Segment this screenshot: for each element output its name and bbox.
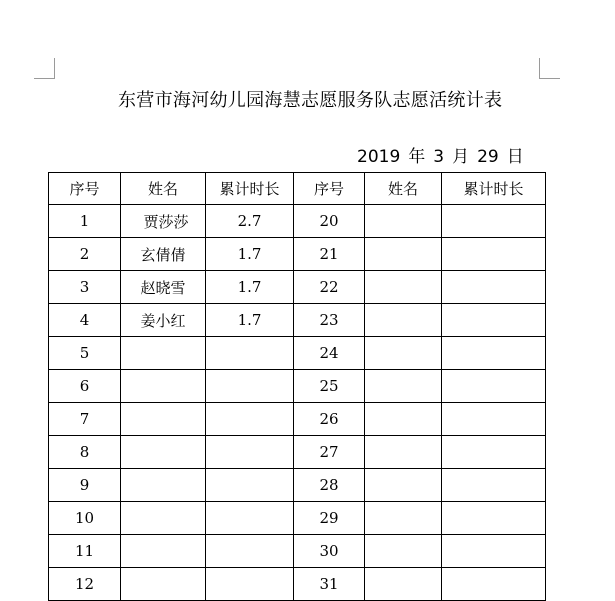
cell-name-right [365, 535, 442, 568]
document-date [357, 142, 524, 167]
table-row [49, 337, 546, 370]
cell-serial-right: 20 [294, 205, 365, 238]
cell-hours-right [442, 403, 546, 436]
cell-serial-left: 5 [49, 337, 121, 370]
cell-name-left [121, 568, 206, 601]
date-year-unit: 年 [408, 147, 426, 167]
cell-name-left [121, 469, 206, 502]
cell-hours-left [206, 337, 294, 370]
cell-serial-right: 21 [294, 238, 365, 271]
cell-serial-left: 12 [49, 568, 121, 601]
cell-hours-left: 2.7 [206, 205, 294, 238]
date-day-unit: 日 [506, 147, 524, 167]
cell-name-left [121, 535, 206, 568]
table-row [49, 568, 546, 601]
cell-hours-left [206, 568, 294, 601]
cell-serial-left: 3 [49, 271, 121, 304]
cell-serial-left: 4 [49, 304, 121, 337]
cell-name-right [365, 271, 442, 304]
page-margin-marker-left [34, 58, 55, 79]
table-row [49, 502, 546, 535]
date-month-unit: 月 [452, 147, 470, 167]
cell-serial-right: 22 [294, 271, 365, 304]
cell-serial-right: 28 [294, 469, 365, 502]
cell-serial-left: 1 [49, 205, 121, 238]
cell-name-right [365, 337, 442, 370]
cell-hours-left: 1.7 [206, 304, 294, 337]
cell-name-left [121, 436, 206, 469]
cell-hours-right [442, 304, 546, 337]
table-row [49, 469, 546, 502]
cell-serial-right: 27 [294, 436, 365, 469]
cell-name-left: 赵晓雪 [121, 271, 206, 304]
cell-name-right [365, 238, 442, 271]
cell-hours-right [442, 337, 546, 370]
table-row [49, 205, 546, 238]
volunteer-stats-table [48, 172, 546, 601]
cell-serial-right: 30 [294, 535, 365, 568]
table-row [49, 238, 546, 271]
cell-name-right [365, 370, 442, 403]
cell-serial-left: 8 [49, 436, 121, 469]
table-body [49, 205, 546, 601]
cell-hours-right [442, 502, 546, 535]
cell-serial-right: 31 [294, 568, 365, 601]
cell-serial-left: 2 [49, 238, 121, 271]
cell-hours-right [442, 535, 546, 568]
table-row [49, 403, 546, 436]
table-row [49, 271, 546, 304]
table-row [49, 370, 546, 403]
cell-hours-left [206, 403, 294, 436]
cell-serial-right: 24 [294, 337, 365, 370]
date-year: 2019 [357, 147, 401, 167]
table-row [49, 304, 546, 337]
cell-name-left [121, 337, 206, 370]
header-name-right: 姓名 [365, 173, 442, 205]
page-margin-marker-right [539, 58, 560, 79]
table-header-row [49, 173, 546, 205]
cell-hours-right [442, 238, 546, 271]
cell-hours-left [206, 502, 294, 535]
cell-name-right [365, 304, 442, 337]
header-hours-right: 累计时长 [442, 173, 546, 205]
cell-serial-left: 6 [49, 370, 121, 403]
cell-hours-right [442, 205, 546, 238]
cell-hours-left [206, 436, 294, 469]
cell-hours-right [442, 271, 546, 304]
header-serial-left: 序号 [49, 173, 121, 205]
document-title: 东营市海河幼儿园海慧志愿服务队志愿活统计表 [118, 90, 503, 111]
cell-hours-left [206, 469, 294, 502]
cell-name-left [121, 370, 206, 403]
header-name-left: 姓名 [121, 173, 206, 205]
cell-name-left: 贾莎莎 [121, 205, 206, 238]
cell-name-right [365, 469, 442, 502]
cell-serial-left: 10 [49, 502, 121, 535]
cell-name-left: 姜小红 [121, 304, 206, 337]
cell-name-left [121, 502, 206, 535]
cell-name-right [365, 568, 442, 601]
cell-hours-right [442, 568, 546, 601]
cell-hours-left [206, 370, 294, 403]
cell-name-right [365, 205, 442, 238]
header-hours-left: 累计时长 [206, 173, 294, 205]
table-row [49, 535, 546, 568]
cell-hours-left [206, 535, 294, 568]
cell-serial-left: 9 [49, 469, 121, 502]
cell-hours-right [442, 469, 546, 502]
cell-name-left: 玄倩倩 [121, 238, 206, 271]
cell-hours-right [442, 436, 546, 469]
cell-name-right [365, 436, 442, 469]
cell-serial-right: 25 [294, 370, 365, 403]
cell-hours-right [442, 370, 546, 403]
cell-name-right [365, 403, 442, 436]
cell-serial-right: 29 [294, 502, 365, 535]
cell-name-left [121, 403, 206, 436]
cell-hours-left: 1.7 [206, 238, 294, 271]
cell-serial-left: 7 [49, 403, 121, 436]
header-serial-right: 序号 [294, 173, 365, 205]
date-day: 29 [477, 147, 499, 167]
date-month: 3 [433, 147, 445, 167]
cell-serial-right: 23 [294, 304, 365, 337]
cell-hours-left: 1.7 [206, 271, 294, 304]
cell-serial-left: 11 [49, 535, 121, 568]
table-row [49, 436, 546, 469]
cell-name-right [365, 502, 442, 535]
cell-serial-right: 26 [294, 403, 365, 436]
